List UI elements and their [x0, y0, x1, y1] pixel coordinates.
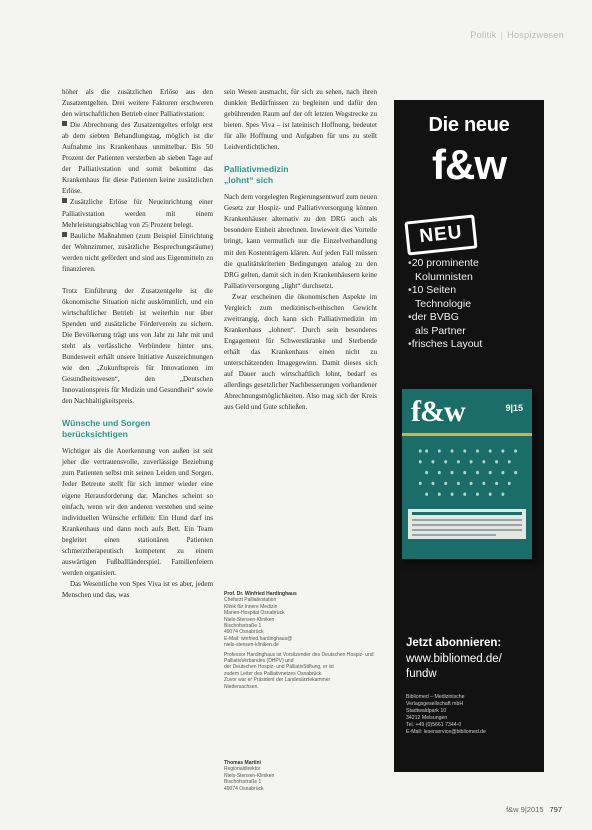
square-bullet-icon — [62, 198, 67, 203]
ad-subscribe-cta: Jetzt abonnieren: — [406, 637, 502, 649]
cover-brand: f&w — [411, 395, 465, 428]
address-line: Verlagsgesellschaft mbH — [406, 701, 464, 707]
author-credits-2 — [224, 760, 374, 792]
credit-line: Niedersachsen. — [224, 683, 259, 690]
cover-headline-band — [408, 509, 526, 539]
ad-feature: •10 Seiten Technologie — [408, 284, 538, 311]
advertisement — [394, 100, 544, 772]
credit-line: E-Mail: winfried.hardinghaus@ — [224, 635, 293, 642]
square-bullet-icon — [62, 232, 67, 237]
bullet-text: Zusätzliche Erlöse für Neueinrichtung einer Palliativstation werden mit einem Mehrleistungsabschlag von 25 Prozent belegt. — [62, 198, 213, 229]
feature-line: 20 prominente — [411, 257, 479, 269]
feature-line: als Partner — [415, 324, 466, 337]
ad-url-line[interactable]: fundw — [406, 668, 437, 680]
page-footer — [506, 805, 562, 814]
paragraph: höher als die zusätzlichen Erlöse aus den Zusatzentgelten. Drei weitere Faktoren erschweren den wirtschaftlichen Betrieb einer Palliativstation: — [62, 88, 213, 119]
ad-feature: •der BVBG als Partner — [408, 311, 538, 338]
subheading-line: Palliativmedizin — [224, 164, 289, 175]
bullet-item — [62, 231, 213, 275]
credit-line: zudem Leiter des Palliativnetzes Osnabrück. — [224, 670, 323, 677]
ad-title: Die neue — [428, 114, 510, 136]
credit-line: Chefarzt Palliativstation — [224, 597, 277, 604]
credit-line: Marien-Hospital Osnabrück — [224, 610, 285, 617]
new-stamp: NEU — [404, 214, 477, 255]
credit-line: 49074 Osnabrück — [224, 629, 264, 636]
page-number: 797 — [549, 805, 562, 814]
paragraph: Das Wesentliche von Spes Viva ist es aber, jedem Menschen und das, was — [62, 579, 213, 599]
subheading-line: berücksichtigen — [62, 429, 128, 440]
paragraph: Wichtiger als die Anerkennung von außen ist seit jeher die vertrauensvolle, zuverlässige Beziehung zum Patienten selbst mit seinen Leiden und Sorgen. Jeder Betreute stellt für sich immer wieder eine eigene Herausforderung dar. Manches scheint so einfach, wenn wir den anderen verstehen und seine individuellen Wünsche erfüllen: Ein Hund darf ins Krankenhaus und dann noch aufs Bett. Ein Team begleitet einen stationären Patienten schmerztherapeutisch kompetent zu einem auswärtigen Fußballländerspiel. Familienfeiern werden organisiert. — [62, 447, 213, 577]
credit-line: Bischofsstraße 1 — [224, 779, 262, 786]
credit-line: niels-stensen-kliniken.de — [224, 642, 279, 649]
subheading-line: „lohnt“ sich — [224, 175, 274, 186]
ad-feature: •frisches Layout — [408, 338, 483, 350]
credit-line: der Deutschen Hospiz- und PalliativStiftung, er ist — [224, 664, 334, 671]
cover-dot-pattern — [416, 445, 522, 505]
feature-line: 10 Seiten — [411, 284, 457, 296]
feature-line: Technologie — [415, 297, 472, 310]
cover-strip — [402, 433, 532, 436]
square-bullet-icon — [62, 121, 67, 126]
credit-line: Thomas Martini — [224, 760, 261, 766]
ad-url-line[interactable]: www.bibliomed.de/ — [406, 653, 502, 665]
credit-line: Niels-Stensen-Kliniken — [224, 772, 275, 779]
paragraph: sein Wesen ausmacht, für sich zu sehen, nach ihren dunklen Bedürfnissen zu begleiten und dafür den gebührenden Raum auf der oft letzten Wegstrecke zu bieten. Spes Viva – ist lateinisch Hoffnung, bedeutet für alle Hoffnung und Aufgaben für uns zu stellt Leidverdichtlichen. — [224, 88, 377, 152]
feature-line: der BVBG — [411, 311, 459, 323]
credit-line: Zuvor war er Präsident der Landesärztekammer — [224, 677, 331, 684]
paragraph: Trotz Einführung der Zusatzentgelte ist die ökonomische Situation nicht auskömmlich, und ein wirtschaftlicher Betrieb ist weiterhin nur über Spenden und zusätzliche Förderverein zu sichern. Die Bevölkerung trägt uns von Jahr zu Jahr mit und steht als verlässliche Verbündete hinter uns. Bundesweit erhält unsere Initiative Auszeichnungen wie den „Zukunftspreis für Innovationen im Gesundheitswesen“, den „Deutschen Innovationspreis für Medizin und Gesundheit“ sowie den Nachhaltigkeitspreis. — [62, 286, 213, 406]
ad-feature: •20 prominente Kolumnisten — [408, 257, 538, 284]
running-head-topic: Hospizwesen — [507, 30, 564, 40]
credit-line: Professor Hardinghaus ist Vorsitzender des Deutschen Hospiz- und PalliativVerbandes (DHPV) und — [224, 651, 374, 665]
credit-line: Bischofsstraße 1 — [224, 623, 262, 630]
running-head: Politik | Hospizwesen — [470, 30, 564, 40]
bullet-item — [62, 120, 213, 197]
magazine-cover-image — [402, 389, 532, 559]
credit-line: Klinik für Innere Medizin — [224, 603, 278, 610]
subheading-line: Wünsche und Sorgen — [62, 418, 151, 429]
address-line: Tel. +49 (0)5661 7344-0 — [406, 722, 462, 728]
address-line: E-Mail: leserservice@bibliomed.de — [406, 729, 486, 735]
subheading — [224, 164, 377, 186]
ad-subscribe-link[interactable] — [406, 652, 540, 682]
credit-line: Regionaldirektor — [224, 766, 261, 773]
credit-line: Prof. Dr. Winfried Hardinghaus — [224, 591, 297, 597]
ad-publisher-address — [406, 694, 540, 736]
credit-line: Niels-Stensen-Kliniken — [224, 616, 275, 623]
running-head-section: Politik — [470, 30, 497, 40]
author-credits — [224, 591, 374, 690]
credit-line: 49074 Osnabrück — [224, 785, 264, 792]
cover-issue: 9|15 — [505, 403, 523, 413]
ad-brand-logo: f&w — [432, 141, 506, 188]
bullet-text: Bauliche Maßnahmen (zum Beispiel Einrichtung der Wohnzimmer, zusätzliche Besprechungsräume) werden nicht gefördert und sind aus Eigenmitteln zu finanzieren. — [62, 231, 213, 273]
paragraph: Zwar erscheinen die ökonomischen Aspekte im Vergleich zum medizinisch-ethischen Gewicht zweitrangig, doch kann sich Palliativmedizin im Krankenhaus „lohnen“. Durch sein besonderes Engagement für Schwerstkranke und Sterbende erhält das Krankenhaus einen nicht zu unterschätzenden Imagegewinn. Damit dieses sich auf Dauer auch wirtschaftlich lohnt, bedarf es allerdings gesetzlicher Nachbesserungen vorhandener Abrechnungsmöglichkeiten. Also mag sich der Kreis aus Geld und Gute schließen. — [224, 292, 377, 412]
text-column-1 — [62, 87, 213, 601]
ad-feature-list — [408, 257, 538, 352]
paragraph: Nach dem vorgelegten Regierungsentwurf zum neuen Gesetz zur Hospiz- und Palliativversorgung können Krankenhäuser alternativ zu den DRG auch als besondere Einheit abrechnen. Inwieweit dies Vorteile bringt, kann vermutlich nur die Einzelverhandlung mit den Kostenträgern klären. Auf jeden Fall müssen die qualitätskriterien Bedingungen analog zu den DRG gelten, damit sich in den Krankenhäusern keine Palliativversorgung „light“ durchsetzt. — [224, 193, 377, 290]
subheading — [62, 418, 213, 440]
text-column-2 — [224, 87, 377, 413]
feature-line: frisches Layout — [411, 338, 483, 350]
bullet-item — [62, 197, 213, 230]
address-line: Stadtwaldpark 10 — [406, 708, 447, 714]
address-line: Bibliomed – Medizinische — [406, 694, 465, 700]
footer-magazine: f&w 9|2015 — [506, 805, 544, 814]
feature-line: Kolumnisten — [415, 270, 473, 283]
address-line: 34212 Melsungen — [406, 715, 448, 721]
bullet-text: Die Abrechnung des Zusatzentgeltes erfolgt erst ab dem siebten Behandlungstag, möglich ist die Aufnahme ins Krankenhaus unmittelbar. Bis 50 Prozent der Patienten versterben ab sieben Tage auf der Palliativstation und somit bekommt das Krankenhaus für diese Patienten keine zusätzlichen Erlöse. — [62, 121, 213, 196]
